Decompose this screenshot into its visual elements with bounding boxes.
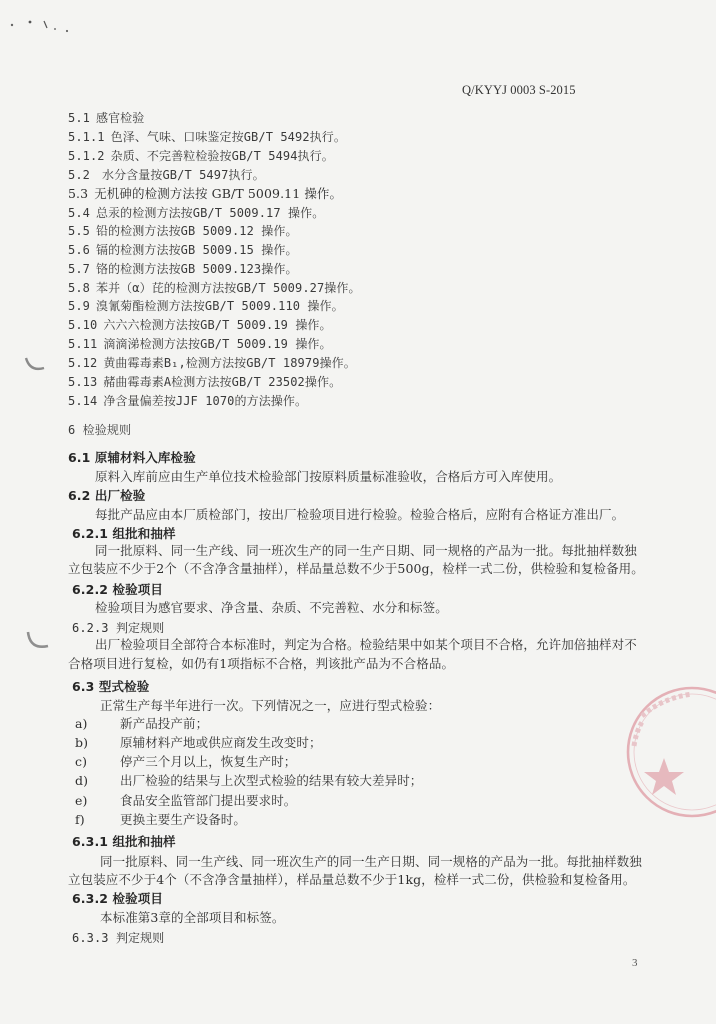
list-marker: a)	[75, 716, 88, 731]
clause-5-1-1	[68, 129, 346, 145]
clause-text: 黄曲霉毒素B₁,检测方法按GB/T 18979操作。	[103, 356, 356, 370]
clause-6-2-3-body-line: 合格项目进行复检，如仍有1项指标不合格，判该批产品为不合格品。	[68, 656, 455, 671]
clause-text: 水分含量按GB/T 5497执行。	[101, 168, 265, 182]
clause-5-10	[68, 317, 332, 333]
clause-number: 5.7	[68, 262, 90, 276]
list-text: 停产三个月以上，恢复生产时；	[120, 754, 297, 769]
clause-6-3-2-heading	[72, 891, 163, 907]
clause-5-9	[68, 298, 344, 314]
clause-title: 判定规则	[115, 931, 165, 945]
document-code: Q/KYYJ 0003 S-2015	[462, 83, 576, 97]
punch-hole-mark	[22, 626, 52, 656]
list-marker: b)	[75, 735, 89, 750]
clause-number: 5.8	[68, 281, 90, 295]
red-seal-stamp	[612, 676, 716, 832]
clause-number: 5.12	[68, 356, 98, 370]
punch-hole-mark	[20, 352, 50, 378]
clause-number: 5.11	[68, 337, 98, 351]
section-6-heading: 6 检验规则	[68, 423, 132, 437]
list-text: 食品安全监管部门提出要求时。	[120, 793, 297, 808]
clause-6-3-2-body: 本标准第3章的全部项目和标签。	[100, 910, 285, 925]
list-marker: c)	[75, 754, 88, 769]
list-text: 原辅材料产地或供应商发生改变时；	[120, 735, 322, 750]
list-item	[75, 812, 246, 828]
clause-title: 检验项目	[112, 891, 163, 906]
clause-number: 6.2.2	[72, 582, 109, 597]
clause-5-7	[68, 261, 298, 277]
clause-number: 6.3.1	[72, 834, 109, 849]
clause-6-2-3-heading	[72, 620, 164, 636]
clause-5-13	[68, 374, 341, 390]
list-item	[75, 735, 322, 751]
clause-text: 苯并（α）芘的检测方法按GB/T 5009.27操作。	[95, 281, 361, 295]
clause-number: 5.4	[68, 206, 90, 220]
clause-text: 无机砷的检测方法按 GB/T 5009.11 操作。	[94, 186, 343, 201]
clause-6-2-heading	[68, 488, 145, 504]
clause-text: 赭曲霉毒素A检测方法按GB/T 23502操作。	[103, 375, 342, 389]
clause-6-3-3-heading	[72, 930, 164, 946]
clause-number: 5.6	[68, 243, 90, 257]
clause-5-11	[68, 336, 332, 352]
page-number: 3	[632, 957, 638, 969]
clause-number: 5.5	[68, 224, 90, 238]
clause-number: 6.2.1	[72, 526, 109, 541]
list-item	[75, 754, 296, 770]
clause-5-6	[68, 242, 298, 258]
list-marker: e)	[75, 793, 88, 808]
clause-title: 判定规则	[115, 621, 165, 635]
list-text: 出厂检验的结果与上次型式检验的结果有较大差异时；	[120, 773, 423, 788]
clause-5-3	[68, 186, 342, 202]
clause-6-2-1-heading	[72, 526, 176, 542]
clause-text: 总汞的检测方法按GB/T 5009.17 操作。	[95, 206, 325, 220]
clause-6-1-body: 原料入库前应由生产单位技术检验部门按原料质量标准验收，合格后方可入库使用。	[95, 469, 562, 484]
clause-number: 6.2	[68, 488, 91, 503]
clause-number: 6.3	[72, 679, 95, 694]
clause-number: 5.3	[68, 186, 89, 201]
clause-6-3-1-body-line: 同一批原料、同一生产线、同一班次生产的同一生产日期、同一规格的产品为一批。每批抽样数独	[100, 854, 642, 869]
clause-text: 滴滴涕检测方法按GB/T 5009.19 操作。	[103, 337, 332, 351]
clause-6-3-1-body-line: 立包装应不少于4个（不含净含量抽样），样品量总数不少于1kg，检样一式二份，供检验和复检备用。	[68, 872, 636, 887]
clause-number: 6.3.2	[72, 891, 109, 906]
clause-5-1-2	[68, 148, 334, 164]
clause-6-2-1-body-line: 立包装应不少于2个（不含净含量抽样），样品量总数不少于500g，检样一式二份，供检验和复检备用。	[68, 561, 644, 576]
clause-number: 5.1.1	[68, 130, 105, 144]
clause-number: 5.1.2	[68, 149, 105, 163]
clause-number: 5.1	[68, 111, 90, 125]
clause-6-2-body: 每批产品应由本厂质检部门，按出厂检验项目进行检验。检验合格后，应附有合格证方准出厂。	[95, 507, 625, 522]
clause-6-2-1-body-line: 同一批原料、同一生产线、同一班次生产的同一生产日期、同一规格的产品为一批。每批抽样数独	[95, 543, 637, 558]
clause-6-3-1-heading	[72, 834, 176, 850]
clause-text: 溴氰菊酯检测方法按GB/T 5009.110 操作。	[95, 299, 344, 313]
clause-title: 检验项目	[112, 582, 163, 597]
clause-text: 铬的检测方法按GB 5009.123操作。	[95, 262, 298, 276]
clause-text: 感官检验	[95, 111, 145, 125]
clause-5-12	[68, 355, 356, 371]
clause-6-3-heading	[72, 679, 149, 695]
list-marker: f)	[75, 812, 85, 827]
clause-text: 净含量偏差按JJF 1070的方法操作。	[103, 394, 308, 408]
list-marker: d)	[75, 773, 89, 788]
clause-5-5	[68, 223, 298, 239]
clause-text: 杂质、不完善粒检验按GB/T 5494执行。	[110, 149, 334, 163]
clause-text: 色泽、气味、口味鉴定按GB/T 5492执行。	[110, 130, 346, 144]
list-text: 新产品投产前；	[120, 716, 209, 731]
clause-number: 5.13	[68, 375, 98, 389]
scan-specks	[0, 15, 80, 40]
clause-number: 6.2.3	[72, 621, 109, 635]
clause-title: 出厂检验	[94, 488, 146, 503]
clause-5-8	[68, 280, 361, 296]
clause-5-1	[68, 110, 144, 126]
clause-6-2-2-heading	[72, 582, 163, 598]
list-item	[75, 716, 208, 732]
clause-number: 5.10	[68, 318, 98, 332]
clause-title: 组批和抽样	[112, 834, 176, 849]
clause-number: 5.9	[68, 299, 90, 313]
clause-6-1-heading	[68, 450, 196, 466]
clause-text: 铅的检测方法按GB 5009.12 操作。	[95, 224, 298, 238]
list-item	[75, 793, 296, 809]
clause-title: 型式检验	[98, 679, 150, 694]
clause-6-2-2-body: 检验项目为感官要求、净含量、杂质、不完善粒、水分和标签。	[95, 600, 448, 615]
clause-text: 六六六检测方法按GB/T 5009.19 操作。	[103, 318, 332, 332]
clause-number: 6.1	[68, 450, 91, 465]
list-text: 更换主要生产设备时。	[120, 812, 247, 827]
clause-6-2-3-body-line: 出厂检验项目全部符合本标准时，判定为合格。检验结果中如某个项目不合格，允许加倍抽样对不	[95, 637, 637, 652]
clause-title: 原辅材料入库检验	[94, 450, 196, 465]
clause-title: 组批和抽样	[112, 526, 176, 541]
clause-number: 6.3.3	[72, 931, 109, 945]
clause-text: 镉的检测方法按GB 5009.15 操作。	[95, 243, 298, 257]
clause-5-14	[68, 393, 307, 409]
clause-number: 5.2	[68, 168, 90, 182]
clause-6-3-body: 正常生产每半年进行一次。下列情况之一，应进行型式检验：	[100, 698, 441, 713]
clause-number: 5.14	[68, 394, 98, 408]
list-item	[75, 773, 422, 789]
clause-5-4	[68, 205, 324, 221]
clause-5-2	[68, 167, 265, 183]
